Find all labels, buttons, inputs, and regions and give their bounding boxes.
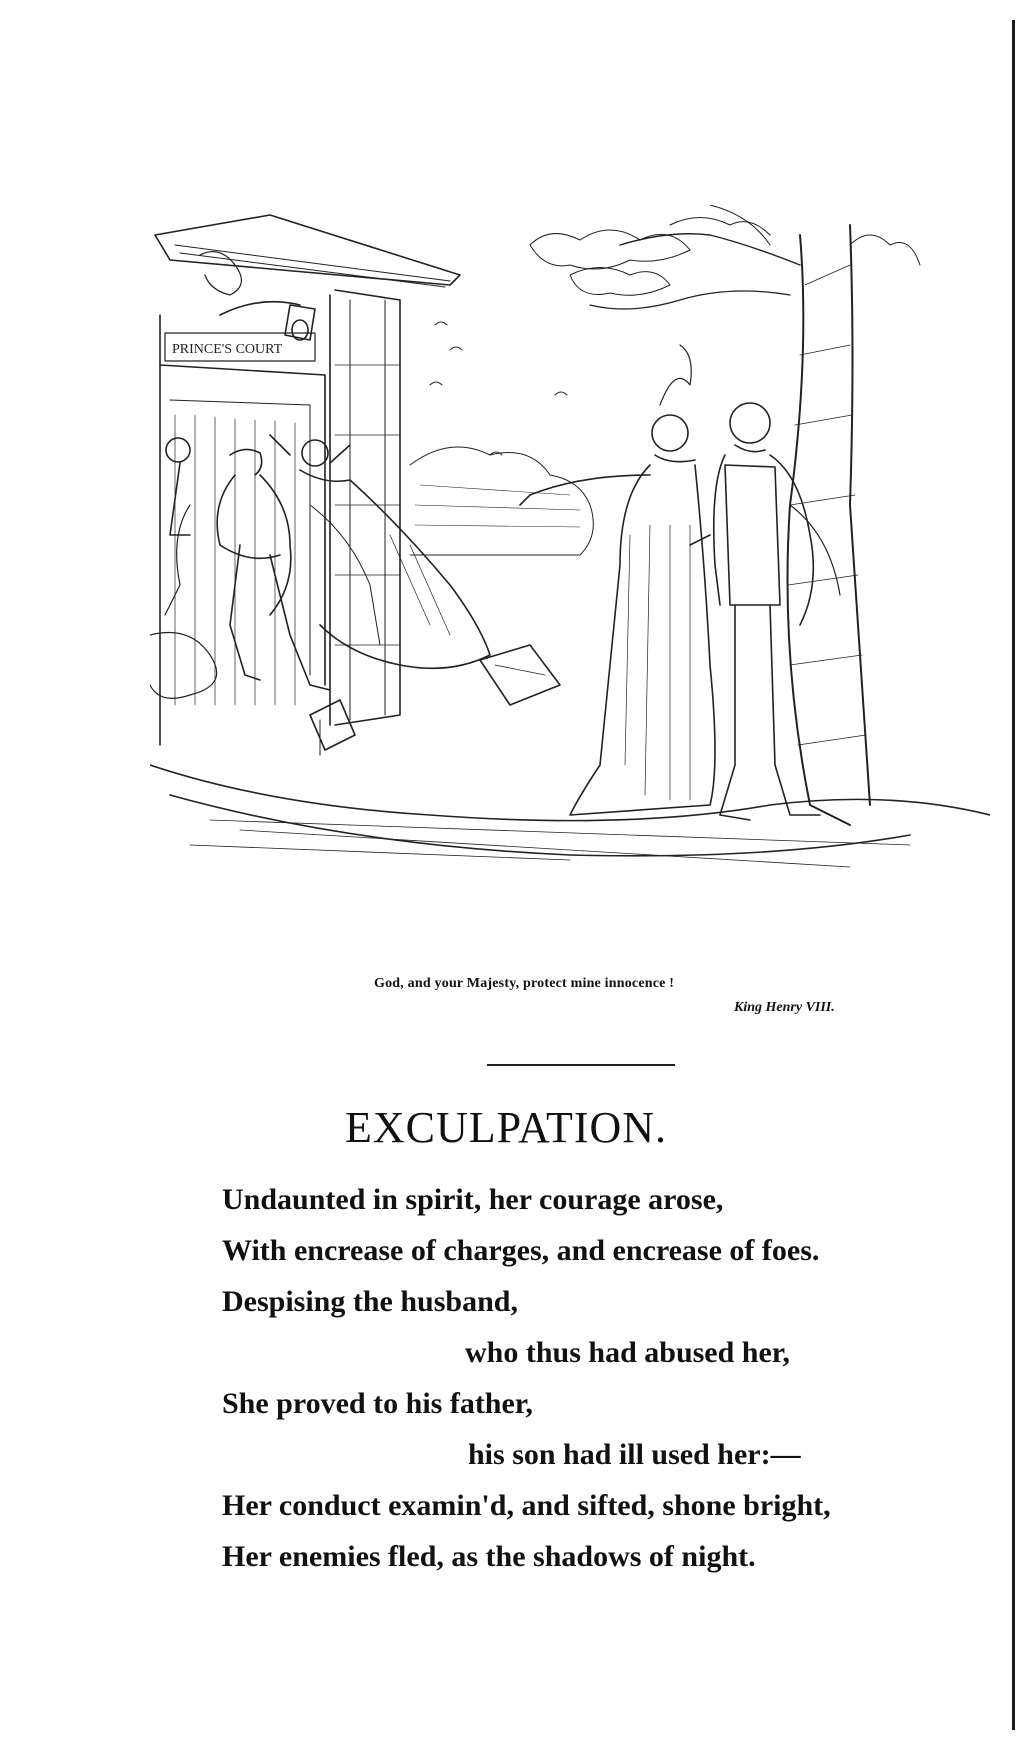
poem-title: EXCULPATION. xyxy=(344,1103,668,1152)
poem-line: With encrease of charges, and encrease of foes. xyxy=(222,1234,820,1267)
poem-line: who thus had abused her, xyxy=(465,1336,790,1369)
poem-line: Her conduct examin'd, and sifted, shone bright, xyxy=(222,1489,831,1522)
sign-text: PRINCE'S COURT xyxy=(172,342,283,357)
illustration-caption: God, and your Majesty, protect mine innocence ! xyxy=(374,976,675,991)
caption-attribution: King Henry VIII. xyxy=(734,1000,835,1015)
poem-line: She proved to his father, xyxy=(222,1387,533,1420)
poem-line: Her enemies fled, as the shadows of night. xyxy=(222,1540,756,1573)
poem-line: Despising the husband, xyxy=(222,1285,518,1318)
poem-line: Undaunted in spirit, her courage arose, xyxy=(222,1183,724,1216)
poem-line: his son had ill used her:— xyxy=(468,1438,801,1471)
page-edge-rule xyxy=(1012,20,1015,1730)
